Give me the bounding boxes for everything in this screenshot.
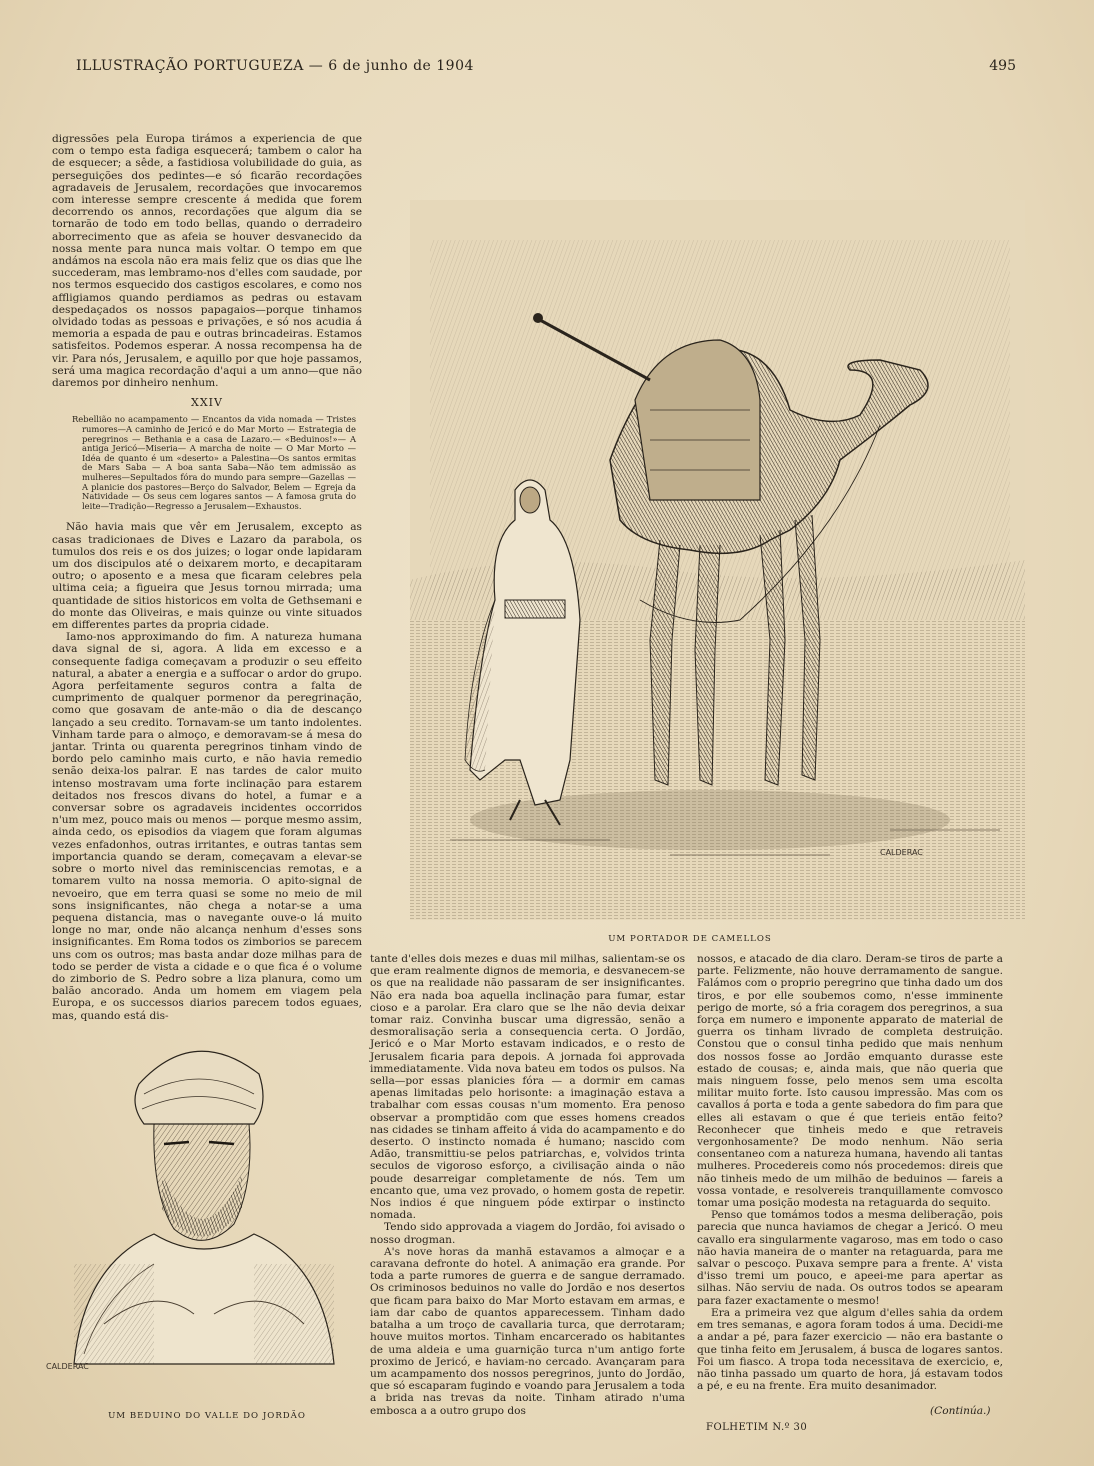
page-header — [76, 58, 1016, 78]
continued-note: (Continúa.) — [930, 1405, 991, 1417]
paragraph: Não havia mais que vêr em Jerusalem, excepto as casas tradicionaes de Dives e Lazaro da parabola, os tumulos dos reis e os dos juizes; o logar onde lapidaram um dos discipulos até o deixarem morto, e decapitaram outro; o aposento e a mesa que ficaram celebres pela ultima ceia; a figueira que Jesus tornou mirrada; uma quantidade de sitios historicos em volta de Gethsemani e do monte das Oliveiras, e mais quinze ou vinte situados em differentes partes da propria cidade. — [52, 521, 362, 632]
paragraph: A's nove horas da manhã estavamos a almoçar e a caravana defronte do hotel. A animação era grande. Por toda a parte rumores de guerra e de sangue derramado. Os criminosos beduinos no valle do Jordão e nos desertos que ficam para baixo do Mar Morto estavam em armas, e iam dar cabo de quantos apparecessem. Tinham dado batalha a um troço de cavallaria turca, que derrotaram; houve muitos mortos. Tinham encarcerado os habitantes de uma aldeia e uma guarnição turca n'um antigo forte proximo de Jericó, e haviam-no cercado. Avançaram para um acampamento dos nossos peregrinos, junto do Jordão, que só escaparam fugindo e voando para Jerusalem a toda a brida nas trevas da noite. Tinham atirado n'uma embosca a a outro grupo dos — [370, 1245, 685, 1417]
paragraph: Penso que tomámos todos a mesma deliberação, pois parecia que nunca haviamos de chegar a Jericó. O meu cavallo era singularmente vagaroso, mas em todo o caso não havia maneira de o manter na retaguarda, para me salvar o pescoço. Puxava sempre para a frente. A' vista d'isso tremi um pouco, e apeei-me para apertar as silhas. Não serviu de nada. Os outros todos se apearam para fazer exactamente o mesmo! — [697, 1209, 1003, 1307]
illustration-caption: UM BEDUINO DO VALLE DO JORDÃO — [108, 1411, 306, 1421]
camel-illustration — [410, 200, 1025, 920]
chapter-number: XXIV — [191, 396, 223, 410]
paragraph: digressões pela Europa tirámos a experiencia de que com o tempo esta fadiga esquecerá; tambem o calor ha de esquecer; a sêde, a fastidiosa volubilidade do guia, as perseguições dos pedintes—e só ficarão recordações agradaveis de Jerusalem, recordações que invocaremos com interesse sempre crescente á medida que forem decorrendo os annos, recordações que algum dia se tornarão de todo em todo bellas, quando o derradeiro aborrecimento que as afeia se houver desvanecido da nossa mente para nunca mais voltar. O tempo em que andámos na escola não era mais feliz que os dias que lhe succederam, mas lembramo-nos d'elles com saudade, por nos termos esquecido dos castigos escolares, e como nos affligiamos quando perdiamos as pedras ou estavam despedaçados os nossos papagaios—porque tinhamos olvidado todas as pessoas e privações, e só nos acudia á memoria a espada de pau e outras brincadeiras. Estamos satisfeitos. Podemos esperar. A nossa recompensa ha de vir. Para nós, Jerusalem, e aquillo por que hoje passamos, será uma magica recordação d'aqui a um anno—que não daremos por dinheiro nenhum. — [52, 133, 362, 390]
artist-signature: CALDERAC — [46, 1362, 89, 1371]
paragraph: Tendo sido approvada a viagem do Jordão, foi avisado o nosso drogman. — [370, 1221, 685, 1246]
text-column-left — [52, 133, 362, 1022]
paragraph: Era a primeira vez que algum d'elles sahia da ordem em tres semanas, e agora foram todos á uma. Decidi-me a andar a pé, para fazer exercicio — não era bastante o que tinha feito em Jerusalem, á busca de logares santos. Foi um fiasco. A tropa toda necessitava de exercicio, e, não tinha passado um quarto de hora, já estavam todos a pé, e eu na frente. Era muito desanimador. — [697, 1306, 1003, 1393]
chapter-summary: Rebellião no acampamento — Encantos da vida nomada — Tristes rumores—A caminho de Jericó e do Mar Morto — Estrategia de peregrinos — Bethania e a casa de Lazaro.— «Beduinos!»— A antiga Jericó—Miseria— A marcha de noite — O Mar Morto — Idéa de quanto é um «deserto» a Palestina—Os santos ermitas de Mars Saba — A boa santa Saba—Não tem admissão as mulheres—Sepultados fóra do mundo para sempre—Gazellas — A planicie dos pastores—Berço do Salvador, Belem — Egreja da Natividade — Os seus cem logares santos — A famosa gruta do leite—Tradição—Regresso a Jerusalem—Exhaustos. — [72, 414, 356, 511]
paragraph: tante d'elles dois mezes e duas mil milhas, salientam-se os que eram realmente dignos de memoria, e desvanecem-se os que na realidade não passaram de ser insignificantes. Não era nada boa aquella inclinação para fumar, estar cioso e a parolar. Era claro que se lhe não devia deixar tomar raiz. Convinha buscar uma digressão, senão a desmoralisação seria a consequencia certa. O Jordão, Jericó e o Mar Morto estavam indicados, e o resto de Jerusalem ficaria para depois. A jornada foi approvada immediatamente. Vida nova bateu em todos os pulsos. Na sella—por essas planicies fóra — a dormir em camas apenas limitadas pelo horisonte: a imaginação estava a trabalhar com essas cousas n'um momento. Era penoso observar a promptidão com que esses homens creados nas cidades se tinham affeito á vida do acampamento e do deserto. O instincto nomada é humano; nascido com Adão, transmittiu-se pelos patriarchas, e, volvidos trinta seculos de vigoroso esforço, a civilisação ainda o não poude desarreigar completamente de nós. Tem um encanto que, uma vez provado, o homem gosta de repetir. Nos indios é que ninguem póde extirpar o instincto nomada. — [370, 953, 685, 1222]
illustration-caption: UM PORTADOR DE CAMELLOS — [608, 934, 772, 944]
text-column-middle — [370, 953, 685, 1417]
paragraph: nossos, e atacado de dia claro. Deram-se tiros de parte a parte. Felizmente, não houve derramamento de sangue. Falámos com o proprio peregrino que tinha dado um dos tiros, e por elle soubemos como, n'esse imminente perigo de morte, só a fria coragem dos peregrinos, a sua força em numero e imponente apparato de material de guerra os tinham livrado de completa destruição. Constou que o consul tinha pedido que mais nenhum dos nossos fosse ao Jordão emquanto durasse este estado de cousas; e, ainda mais, que não queria que mais ninguem fosse, pelo menos sem uma escolta militar muito forte. Isto causou impressão. Mas com os cavallos á porta e toda a gente sabedora do fim para que elles ali estavam o que é que terieis então feito? Reconhecer que tinheis medo e que retraveis vergonhosamente? De modo nenhum. Não seria consentaneo com a natureza humana, havendo ali tantas mulheres. Procedereis como nós procedemos: direis que não tinheis medo de um milhão de beduinos — fareis a vossa vontade, e resolvereis tranquillamente comvosco tomar uma posição modesta na retaguarda do sequito. — [697, 953, 1003, 1210]
paragraph: Iamo-nos approximando do fim. A natureza humana dava signal de si, agora. A lida em excesso e a consequente fadiga começavam a produzir o seu effeito natural, a abater a energia e a suffocar o ardor do grupo. Agora perfeitamente seguros contra a falta de cumprimento de qualquer pormenor da peregrinação, como que gosavam de ante-mão o dia de descanço lançado a seu credito. Tornavam-se um tanto indolentes. Vinham tarde para o almoço, e demoravam-se á mesa do jantar. Trinta ou quarenta peregrinos tinham vindo de bordo pelo caminho mais curto, e não havia remedio senão deixa-los palrar. E nas tardes de calor muito intenso mostravam uma forte inclinação para estarem deitados nos frescos divans do hotel, a fumar e a conversar sobre os agradaveis incidentes occorridos n'um mez, pouco mais ou menos — porque mesmo assim, ainda cedo, os episodios da viagem que foram algumas vezes enfadonhos, outras irritantes, e outras tantas sem importancia quando se deram, começavam a elevar-se sobre o morto nivel das reminiscencias remotas, e a tomarem vulto na nossa memoria. O apito-signal de nevoeiro, que em terra quasi se some no meio de mil sons insignificantes, não chega a notar-se a uma pequena distancia, mas o navegante ouve-o lá muito longe no mar, onde não alcança nenhum d'esses sons insignificantes. Em Roma todos os zimborios se parecem uns com os outros; mas basta andar doze milhas para de todo se perder de vista a cidade e o que fica é o volume do zimborio de S. Pedro sobre a liza planura, como um balão ancorado. Anda um homem em viagem pela Europa, e os successos diarios parecem todos eguaes, mas, quando está dis- — [52, 631, 362, 1022]
text-column-right — [697, 953, 1003, 1392]
bedouin-portrait — [44, 1024, 354, 1394]
publication-title: ILLUSTRAÇÃO PORTUGUEZA — 6 de junho de 1904 — [76, 58, 474, 74]
page-number: 495 — [989, 58, 1016, 74]
folhetim-number: FOLHETIM N.º 30 — [706, 1422, 808, 1433]
artist-signature: CALDERAC — [880, 848, 923, 857]
